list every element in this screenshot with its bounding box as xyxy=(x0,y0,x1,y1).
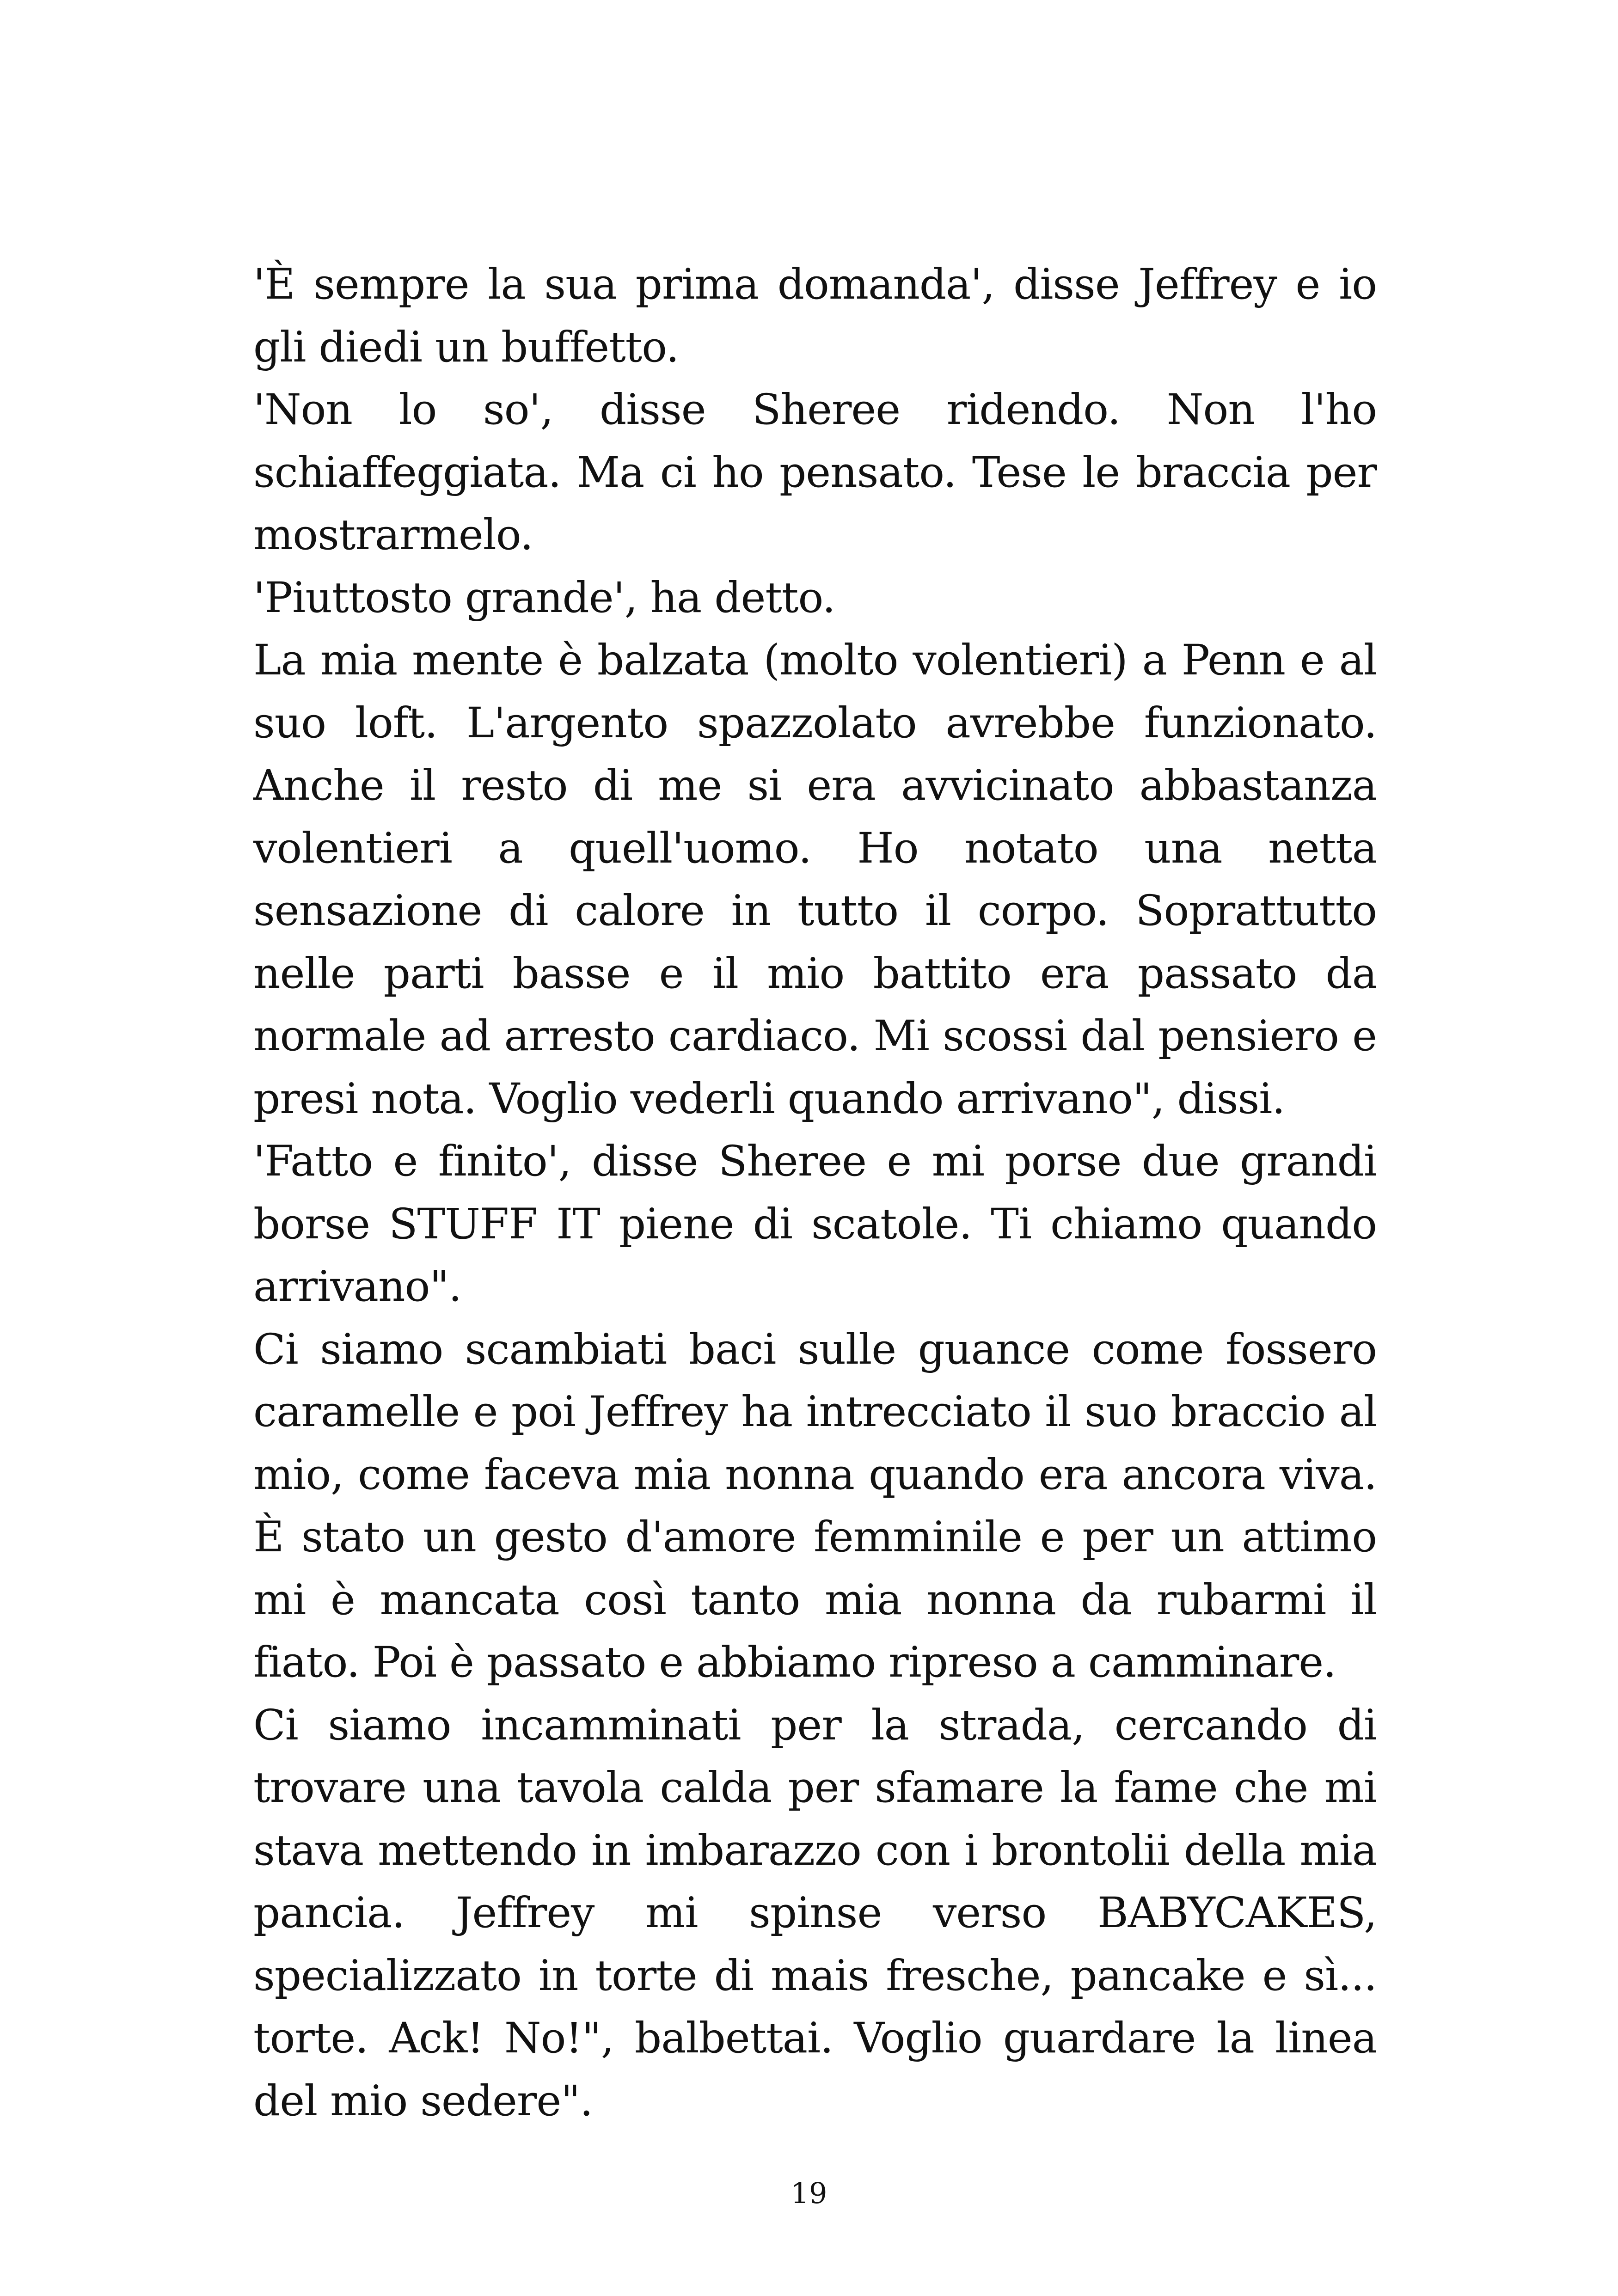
page-number: 19 xyxy=(791,2176,827,2210)
paragraph-4: La mia mente è balzata (molto volentieri) a Penn e al suo loft. L'argento spazzolato avrebbe funzionato. Anche il resto di me si era avvicinato abbastanza volentieri a quell'uomo. Ho notato una netta sensazione di calore in tutto il corpo. Soprattutto nelle parti basse e il mio battito era passato da normale ad arresto cardiaco. Mi scossi dal pensiero e presi nota. Voglio vederli quando arrivano", dissi. xyxy=(253,636,1377,1123)
paragraph-1: 'È sempre la sua prima domanda', disse Jeffrey e io gli diedi un buffetto. xyxy=(253,260,1377,372)
paragraph-2: 'Non lo so', disse Sheree ridendo. Non l'ho schiaffeggiata. Ma ci ho pensato. Tese le braccia per mostrarmelo. xyxy=(253,386,1377,559)
paragraph-5: 'Fatto e finito', disse Sheree e mi porse due grandi borse STUFF IT piene di scatole. Ti chiamo quando arrivano". xyxy=(253,1137,1377,1311)
paragraph-6: Ci siamo scambiati baci sulle guance come fossero caramelle e poi Jeffrey ha intrecciato il suo braccio al mio, come faceva mia nonna quando era ancora viva. È stato un gesto d'amore femminile e per un attimo mi è mancata così tanto mia nonna da rubarmi il fiato. Poi è passato e abbiamo ripreso a camminare. xyxy=(253,1325,1377,1687)
paragraph-3: 'Piuttosto grande', ha detto. xyxy=(253,573,835,622)
paragraph-7: Ci siamo incamminati per la strada, cercando di trovare una tavola calda per sfamare la fame che mi stava mettendo in imbarazzo con i brontolii della mia pancia. Jeffrey mi spinse verso BABYCAKES, specializzato in torte di mais fresche, pancake e sì... torte. Ack! No!", balbettai. Voglio guardare la linea del mio sedere". xyxy=(253,1701,1377,2125)
body-text xyxy=(253,253,1377,2132)
